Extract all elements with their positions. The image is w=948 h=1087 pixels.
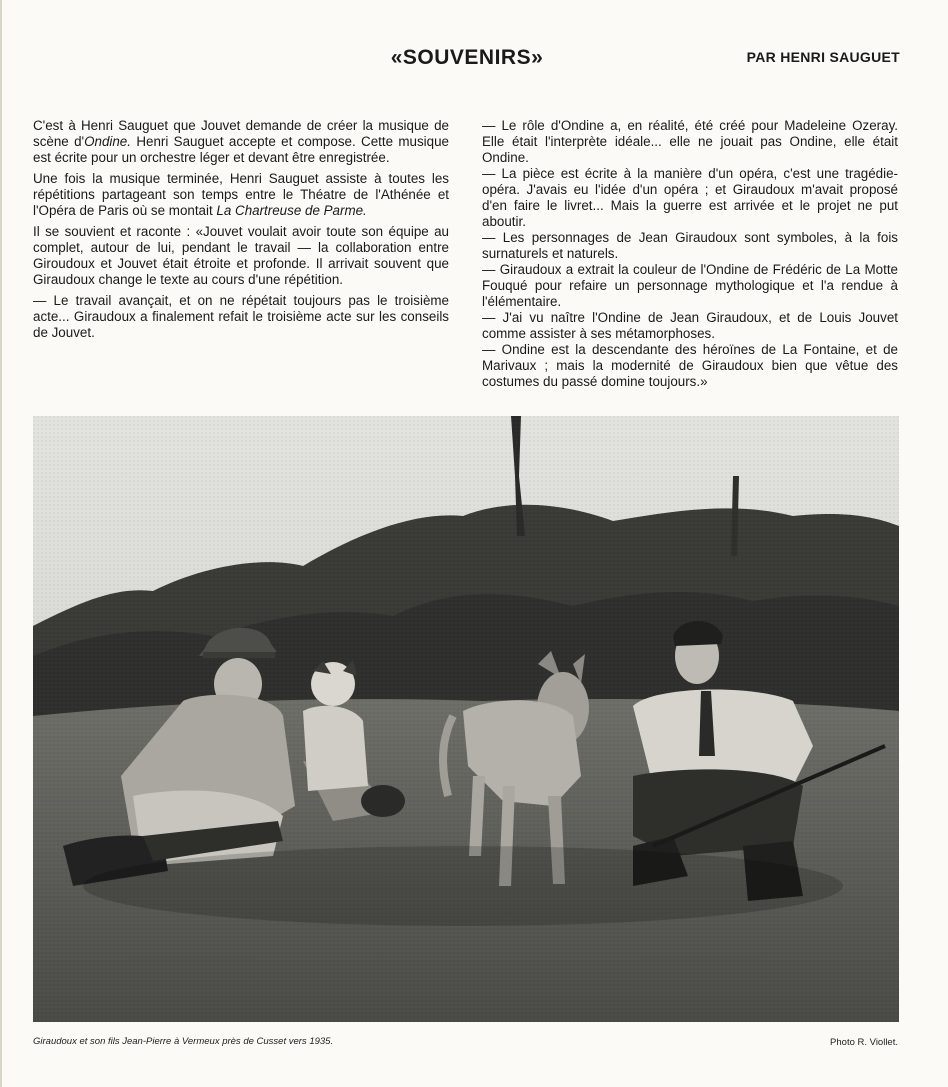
paragraph: Il se souvient et raconte : «Jouvet voulait avoir toute son équipe au complet, autour de lui, pendant le travail — la collaboration entre Giroudoux et Jouvet était étroite et profonde. Il arrivait souvent que Giraudoux change le texte au cours d'une répétition. [33,224,449,287]
text-run: Henri Sauguet accepte et compose. Cette musique est écrite pour un orchestre léger et devant être enregistrée. [33,134,449,165]
paragraph [33,118,449,166]
author-byline: PAR HENRI SAUGUET [746,49,900,65]
paragraph: — Le rôle d'Ondine a, en réalité, été créé pour Madeleine Ozeray. Elle était l'interprète idéale... elle ne jouait pas Ondine, elle était Ondine. [482,118,898,165]
right-text-column [482,118,898,390]
paragraph: — La pièce est écrite à la manière d'un opéra, c'est une tragédie-opéra. J'avais eu l'idée d'un opéra ; et Giraudoux m'avait proposé d'en faire le livret... Mais la guerre est arrivée et le projet ne put aboutir. [482,166,898,229]
photograph [33,416,899,1022]
italic-title: Ondine. [84,134,131,149]
paragraph: — J'ai vu naître l'Ondine de Jean Giraudoux, et de Louis Jouvet comme assister à ses métamorphoses. [482,310,898,341]
paragraph: — Ondine est la descendante des héroïnes de La Fontaine, et de Marivaux ; mais la modernité de Giraudoux bien que vêtue des costumes du passé domine toujours.» [482,342,898,389]
photo-credit: Photo R. Viollet. [830,1037,898,1048]
page-title: «SOUVENIRS» [390,46,544,69]
paragraph: — Le travail avançait, et on ne répétait toujours pas le troisième acte... Giraudoux a finalement refait le troisième acte sur les conseils de Jouvet. [33,293,449,340]
text-run: Une fois la musique terminée, Henri Sauguet assiste à toutes les répétitions partageant son temps entre le Théatre de l'Athénée et l'Opéra de Paris où se montait [33,171,449,218]
paragraph: — Giraudoux a extrait la couleur de l'Ondine de Frédéric de La Motte Fouqué pour refaire un personnage mythologique et l'a rendue à l'élémentaire. [482,262,898,309]
photo-illustration [33,416,899,1022]
text-run: C'est à Henri Sauguet que Jouvet demande de créer la musique de scène d' [33,118,449,149]
paragraph: — Les personnages de Jean Giraudoux sont symboles, à la fois surnaturels et naturels. [482,230,898,261]
left-text-column [33,118,449,346]
paragraph [33,171,449,219]
italic-title: La Chartreuse de Parme. [216,203,367,218]
ground-shadow [83,846,843,926]
photo-caption: Giraudoux et son fils Jean-Pierre à Vermeux près de Cusset vers 1935. [33,1036,334,1047]
